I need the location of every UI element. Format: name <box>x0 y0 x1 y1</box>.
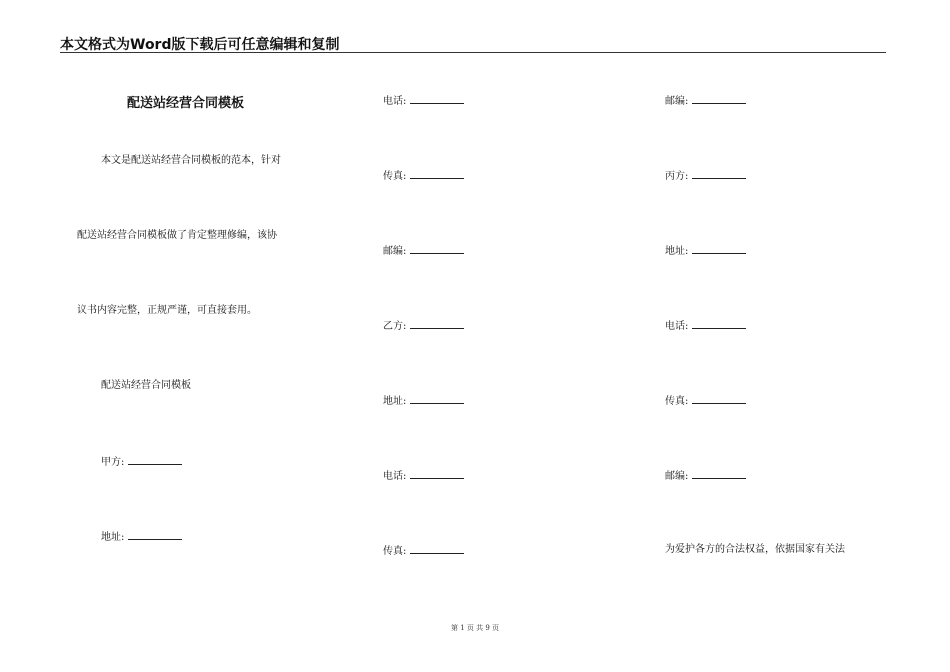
page-footer: 第 1 页 共 9 页 <box>450 624 500 632</box>
party-c-address-field <box>665 244 746 258</box>
party-a-phone-field <box>383 94 464 108</box>
intro-line-2: 配送站经营合同模板做了肯定整理修编，该协 <box>77 230 277 241</box>
party-c-postcode-label: 邮编: <box>665 471 689 482</box>
party-a-postcode-field <box>383 244 464 258</box>
party-a-field <box>101 455 182 469</box>
party-c-address-label: 地址: <box>665 246 689 257</box>
party-b-blank <box>410 319 464 329</box>
party-b-label: 乙方: <box>383 321 407 332</box>
party-b-fax-label: 传真: <box>383 546 407 557</box>
party-b-address-blank <box>410 394 464 404</box>
party-c-postcode-field <box>665 469 746 483</box>
party-a-fax-field <box>383 169 464 183</box>
party-c-phone-label: 电话: <box>665 321 689 332</box>
party-a-phone-blank <box>410 94 464 104</box>
party-c-fax-blank <box>692 394 746 404</box>
party-a-phone-label: 电话: <box>383 96 407 107</box>
header-divider <box>60 52 886 53</box>
party-a-label: 甲方: <box>101 457 125 468</box>
party-a-postcode-label: 邮编: <box>383 246 407 257</box>
contract-subtitle: 配送站经营合同模板 <box>101 380 191 391</box>
party-b-postcode-blank <box>692 94 746 104</box>
party-a-postcode-blank <box>410 244 464 254</box>
party-c-blank <box>692 169 746 179</box>
party-a-blank <box>128 455 182 465</box>
party-b-phone-field <box>383 469 464 483</box>
party-b-address-field <box>383 394 464 408</box>
intro-line-3: 议书内容完整，正规严谨，可直接套用。 <box>77 305 257 316</box>
party-b-phone-label: 电话: <box>383 471 407 482</box>
party-b-field <box>383 319 464 333</box>
party-b-fax-field <box>383 544 464 558</box>
party-c-field <box>665 169 746 183</box>
party-a-fax-label: 传真: <box>383 171 407 182</box>
party-c-postcode-blank <box>692 469 746 479</box>
party-b-fax-blank <box>410 544 464 554</box>
intro-line-1: 本文是配送站经营合同模板的范本，针对 <box>101 155 281 166</box>
party-a-address-label: 地址: <box>101 532 125 543</box>
party-b-phone-blank <box>410 469 464 479</box>
party-c-phone-blank <box>692 319 746 329</box>
party-a-address-field <box>101 530 182 544</box>
party-b-postcode-field <box>665 94 746 108</box>
party-c-address-blank <box>692 244 746 254</box>
party-a-fax-blank <box>410 169 464 179</box>
party-b-address-label: 地址: <box>383 396 407 407</box>
party-a-address-blank <box>128 530 182 540</box>
document-title: 配送站经营合同模板 <box>127 96 245 111</box>
party-c-label: 丙方: <box>665 171 689 182</box>
preamble-line: 为爱护各方的合法权益，依据国家有关法 <box>665 544 845 555</box>
party-c-fax-field <box>665 394 746 408</box>
header-title: 本文格式为Word版下载后可任意编辑和复制 <box>60 37 340 53</box>
party-b-postcode-label: 邮编: <box>665 96 689 107</box>
party-c-fax-label: 传真: <box>665 396 689 407</box>
party-c-phone-field <box>665 319 746 333</box>
